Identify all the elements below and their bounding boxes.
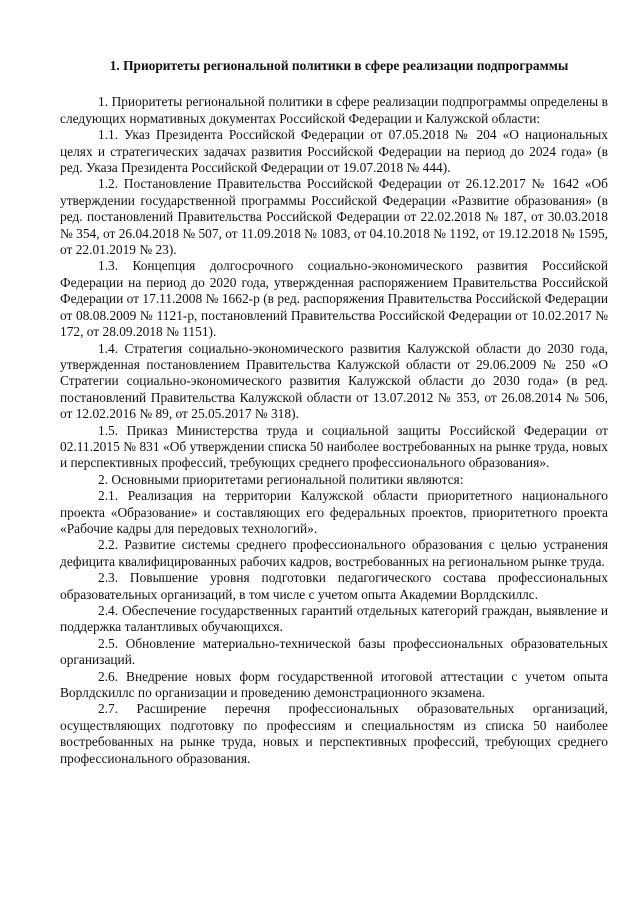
paragraph-1-2: 1.2. Постановление Правительства Российской Федерации от 26.12.2017 № 1642 «Об утверждении государственной программы Российской Федерации «Развитие образования» (в ред. постановлений Правительства Российской Федерации от 22.02.2018 № 187, от 30.03.2018 № 354, от 26.04.2018 № 507, от 11.09.2018 № 1083, от 04.10.2018 № 1192, от 19.12.2018 № 1595, от 22.01.2019 № 23). bbox=[60, 176, 608, 258]
paragraph-2-4: 2.4. Обеспечение государственных гарантий отдельных категорий граждан, выявление и поддержка талантливых обучающихся. bbox=[60, 603, 608, 635]
paragraph-2-3: 2.3. Повышение уровня подготовки педагогического состава профессиональных образовательных организаций, в том числе с учетом опыта Академии Ворлдскиллс. bbox=[60, 570, 608, 602]
paragraph-2-6: 2.6. Внедрение новых форм государственной итоговой аттестации с учетом опыта Ворлдскиллс по организации и проведению демонстрационного экзамена. bbox=[60, 668, 608, 701]
paragraph-2-7: 2.7. Расширение перечня профессиональных образовательных организаций, осуществляющих подготовку по профессиям и специальностям из списка 50 наиболее востребованных на рынке труда, новых и перспективных профессий, требующих среднего профессионального образования. bbox=[60, 701, 608, 766]
paragraph-2-2: 2.2. Развитие системы среднего профессионального образования с целью устранения дефицита квалифицированных рабочих кадров, востребованных на региональном рынке труда. bbox=[60, 537, 608, 569]
paragraph-1: 1. Приоритеты региональной политики в сфере реализации подпрограммы определены в следующих нормативных документах Российской Федерации и Калужской области: bbox=[60, 94, 608, 126]
paragraph-1-4: 1.4. Стратегия социально-экономического развития Калужской области до 2030 года, утвержденная постановлением Правительства Калужской области от 29.06.2009 № 250 «О Стратегии социально-экономического развития Калужской области до 2030 года» (в ред. постановлений Правительства Калужской области от 13.07.2012 № 353, от 26.08.2014 № 506, от 12.02.2016 № 89, от 25.05.2017 № 318). bbox=[60, 340, 608, 422]
paragraph-1-5: 1.5. Приказ Министерства труда и социальной защиты Российской Федерации от 02.11.2015 № 831 «Об утверждении списка 50 наиболее востребованных на рынке труда, новых и перспективных профессий, требующих среднего профессионального образования». bbox=[60, 422, 608, 471]
paragraph-2-5: 2.5. Обновление материально-технической базы профессиональных образовательных организаций. bbox=[60, 635, 608, 668]
paragraph-1-3: 1.3. Концепция долгосрочного социально-экономического развития Российской Федерации на период до 2020 года, утвержденная распоряжением Правительства Российской Федерации от 17.11.2008 № 1662-р (в ред. распоряжения Правительства Российской Федерации от 08.08.2009 № 1121-р, постановлений Правительства Российской Федерации от 10.02.2017 № 172, от 28.09.2018 № 1151). bbox=[60, 258, 608, 340]
section-title: 1. Приоритеты региональной политики в сфере реализации подпрограммы bbox=[109, 58, 569, 73]
paragraph-2-1: 2.1. Реализация на территории Калужской области приоритетного национального проекта «Образование» и составляющих его федеральных проектов, приоритетного проекта «Рабочие кадры для передовых технологий». bbox=[60, 488, 608, 536]
paragraph-1-1: 1.1. Указ Президента Российской Федерации от 07.05.2018 № 204 «О национальных целях и стратегических задачах развития Российской Федерации на период до 2024 года» (в ред. Указа Президента Российской Федерации от 19.07.2018 № 444). bbox=[60, 127, 608, 176]
paragraph-2: 2. Основными приоритетами региональной политики являются: bbox=[98, 471, 464, 487]
